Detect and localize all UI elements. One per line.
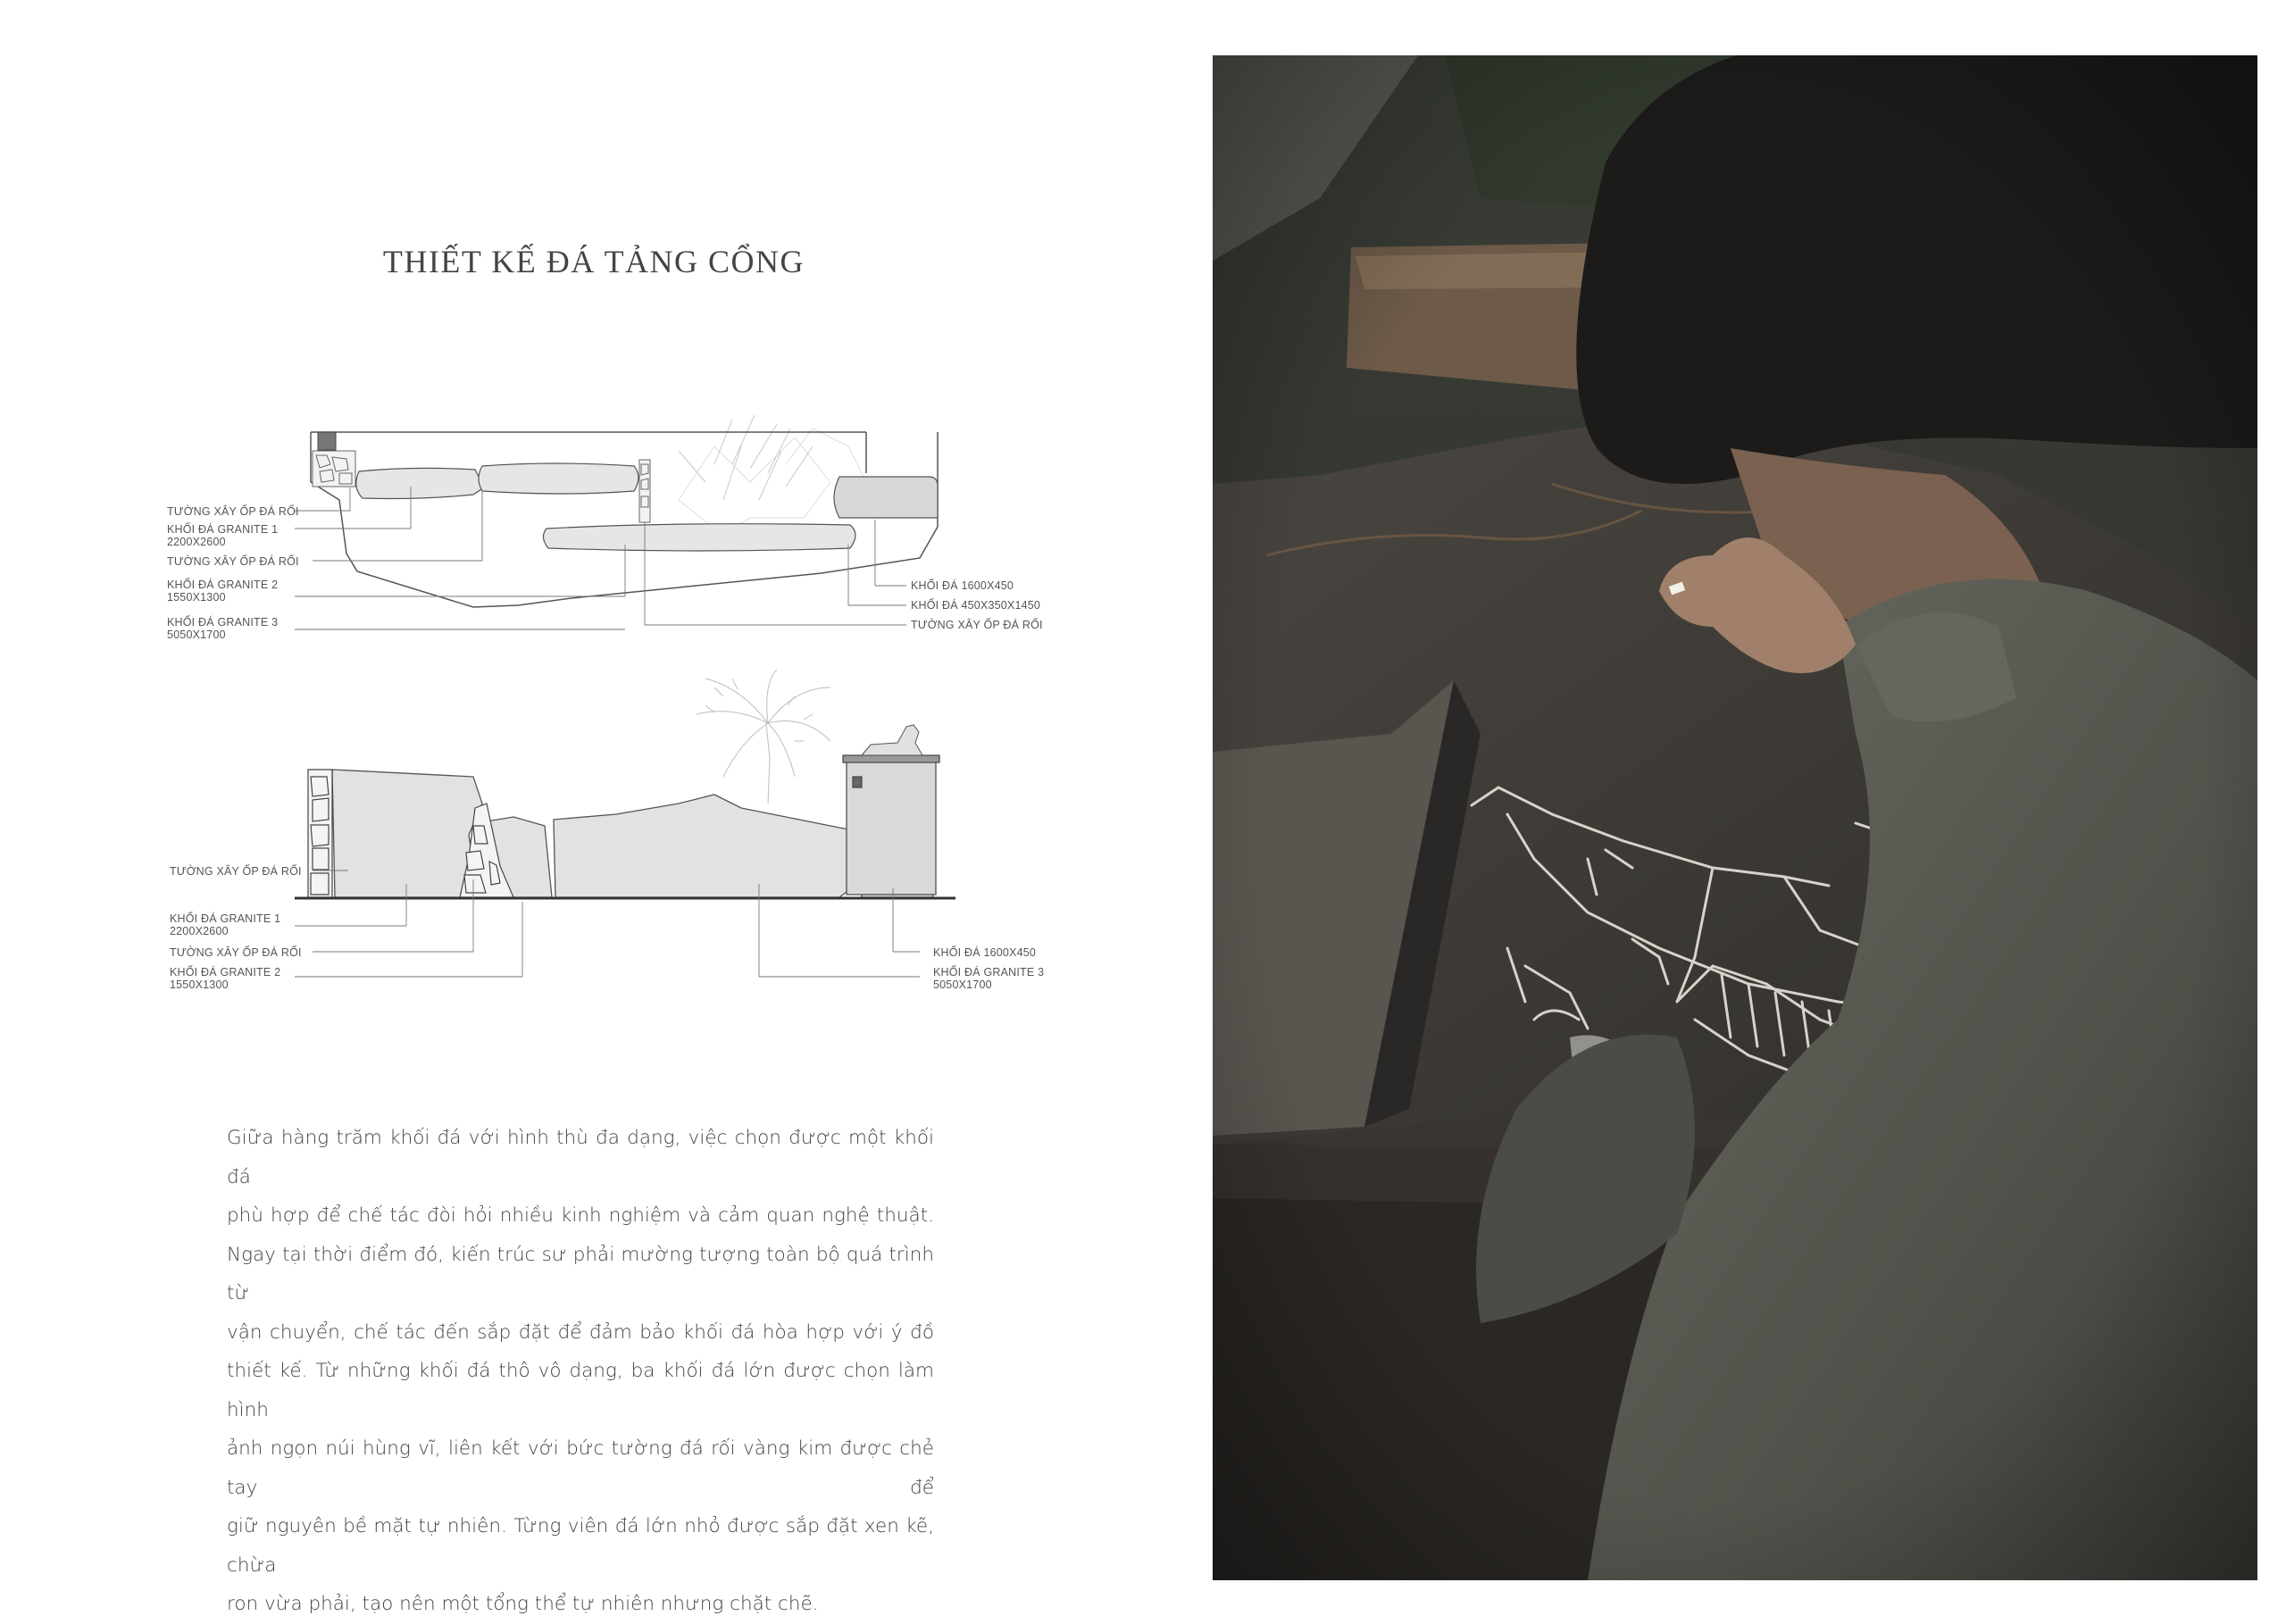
paragraph-line: vận chuyển, chế tác đến sắp đặt để đảm bảo khối đá hòa hợp với ý đồ (227, 1320, 934, 1344)
elevation-rocks (332, 770, 933, 897)
description-paragraph (227, 1119, 934, 1624)
elevation-label-granite-1: KHỐI ĐÁ GRANITE 1 (170, 912, 281, 925)
plan-label-granite-1: KHỐI ĐÁ GRANITE 1 (167, 523, 279, 536)
paragraph-line: Ngay tại thời điểm đó, kiến trúc sư phải mường tượng toàn bộ quá trình từ (227, 1243, 934, 1304)
plan-label-granite-3: KHỐI ĐÁ GRANITE 3 (167, 616, 279, 629)
elevation-label-wall-1: TƯỜNG XÂY ỐP ĐÁ RỐI (170, 865, 302, 878)
elevation-label-block-1600: KHỐI ĐÁ 1600X450 (933, 946, 1037, 959)
elevation-label-granite-3: KHỐI ĐÁ GRANITE 3 (933, 966, 1045, 979)
page-title: THIẾT KẾ ĐÁ TẢNG CỔNG (382, 244, 805, 279)
architect-sketching-photo (1213, 55, 2257, 1580)
plan-label-granite-2-size: 1550X1300 (167, 591, 226, 604)
plan-label-wall-1: TƯỜNG XÂY ỐP ĐÁ RỐI (167, 505, 299, 518)
paragraph-line: thiết kế. Từ những khối đá thô vô dạng, ba khối đá lớn được chọn làm hình (227, 1360, 934, 1421)
elevation-label-wall-2: TƯỜNG XÂY ỐP ĐÁ RỐI (170, 946, 302, 959)
elevation-gate-pillar (843, 755, 939, 895)
plan-label-granite-3-size: 5050X1700 (167, 629, 226, 641)
elevation-palm (697, 670, 830, 804)
paragraph-line: giữ nguyên bề mặt tự nhiên. Từng viên đá lớn nhỏ được sắp đặt xen kẽ, chừa (227, 1515, 934, 1577)
elevation-label-granite-3-size: 5050X1700 (933, 979, 992, 991)
paragraph-line: ảnh ngọn núi hùng vĩ, liên kết với bức tường đá rối vàng kim được chẻ tay để (227, 1437, 934, 1499)
plan-label-block-1600: KHỐI ĐÁ 1600X450 (911, 579, 1014, 592)
elevation-statue (862, 725, 922, 755)
paragraph-line: ron vừa phải, tạo nên một tổng thể tự nhiên nhưng chặt chẽ. (227, 1593, 819, 1615)
elevation-label-granite-2: KHỐI ĐÁ GRANITE 2 (170, 966, 281, 979)
paragraph-line: Giữa hàng trăm khối đá với hình thù đa dạng, việc chọn được một khối đá (227, 1127, 934, 1188)
paragraph-line: phù hợp để chế tác đòi hỏi nhiều kinh nghiệm và cảm quan nghệ thuật. (227, 1204, 934, 1227)
plan-label-granite-1-size: 2200X2600 (167, 536, 226, 548)
plan-label-wall-2: TƯỜNG XÂY ỐP ĐÁ RỐI (167, 555, 299, 568)
plan-label-block-450: KHỐI ĐÁ 450X350X1450 (911, 599, 1041, 612)
elevation-label-granite-2-size: 1550X1300 (170, 979, 229, 991)
plan-label-granite-2: KHỐI ĐÁ GRANITE 2 (167, 579, 279, 591)
plan-label-wall-right: TƯỜNG XÂY ỐP ĐÁ RỐI (911, 619, 1043, 631)
elevation-label-granite-1-size: 2200X2600 (170, 925, 229, 937)
